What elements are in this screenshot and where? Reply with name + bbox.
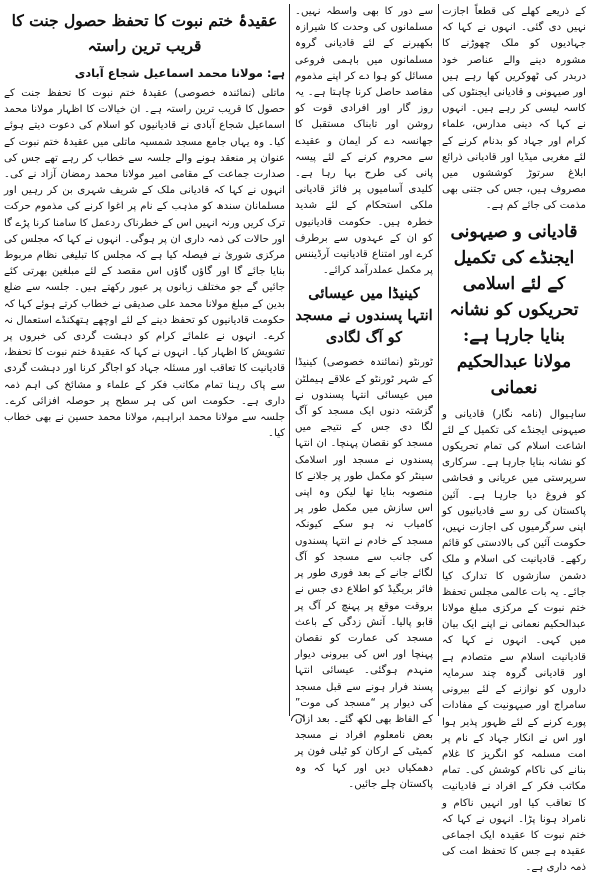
article-continuation-text: سے دور کا بھی واسطہ نہیں۔ مسلمانوں کی وحدت کا شیرازہ بکھیرنے کے لئے قادیانی گروہ مسلمانوں میں باہمی فروعی مسائل کو ہوا دے کر اپنے مذموم مقاصد حاصل کرنا چاہتا ہے۔ یہ روز گار اور افرادی قوت کو روشن اور تابناک مستقبل کا جھانسہ دے کر ایمان و عقیدے سے محروم کرنے کے لئے پیسہ پانی کی طرح بہا رہا ہے۔ کلیدی آسامیوں پر فائز قادیانی ملکی استحکام کے لئے شدید خطرہ ہیں۔ حکومت قادیانیوں کو ان کے عہدوں سے برطرف کرے اور امتناع قادیانیت آرڈیننس پر مکمل عملدرآمد کرائے۔ bbox=[295, 6, 433, 277]
column-divider bbox=[438, 4, 439, 716]
headline-khatm-e-nubuwwat: عقیدۂ ختم نبوت کا تحفظ حصول جنت کا قریب ترین راستہ bbox=[11, 11, 278, 55]
column-divider bbox=[289, 4, 290, 716]
article-body-text: ماتلی (نمائندہ خصوصی) عقیدۂ ختم نبوت کا تحفظ جنت کے حصول کا قریب ترین راستہ ہے۔ ان خیالات کا اظہار مولانا محمد اسماعیل شجاع آبادی نے قادیانیوں کو اسلام کی دعوت دیتے ہوئے کیا۔ وہ یہاں جامع مسجد شمسیہ ماتلی میں عقیدۂ ختم نبوت کے عنوان پر منعقد ہونے والے جلسہ سے خطاب کر رہے تھے جس کی صدارت جماعت کے مقامی امیر مولانا محمد رمضان آزاد نے کی۔ انہوں نے کہا کہ قادیانی ملک کے شریف شہری بن کر رہیں اور مسلمانان سندھ کو مذہب کے نام پر اغوا کرنے کی مذموم حرکت ترک کریں ورنہ انہیں اس کے خطرناک ردعمل کا سامنا کرنا پڑے گا اور حالات کی ذمہ داری ان پر ہوگی۔ انہوں نے کہا کہ مجلس کی مرکزی شوریٰ نے فیصلہ کیا ہے کہ مجلس کا تبلیغی نظام مربوط بنایا جائے گا اور گاؤں گاؤں اس مقصد کے لئے مبلغین بھرتی کئے جائیں گے جو مختلف زبانوں پر عبور رکھتے ہیں۔ جلسہ سے ضلع بدین کے مبلغ مولانا محمد علی صدیقی نے خطاب کرتے ہوئے کہا کہ حکومت قادیانیوں کو تحفظ دینے کے لئے اوچھے ہتھکنڈے استعمال نہ کرے۔ انہوں نے علمائے کرام کو دہشت گردی کی خبروں پر تشویش کا اظہار کیا۔ انہوں نے کہا کہ عقیدۂ ختم نبوت کا تحفظ، قادیانیت کا تعاقب اور مسئلہ جہاد کو اجاگر کرنا اور دہشت گردی سے پاک رہنا تمام مکاتب فکر کے علماء و مشائخ کی اہم ذمہ داری ہے۔ حکومت اس کی ہر سطح پر حوصلہ افزائی کرے۔ جلسہ سے مولانا محمد ابراہیم، مولانا محمد حسین نے بھی خطاب کیا۔ bbox=[4, 88, 285, 440]
headline-canada-mosque-fire: کینیڈا میں عیسائی انتہا پسندوں نے مسجد کو آگ لگادی bbox=[295, 285, 433, 347]
column-middle bbox=[295, 4, 433, 790]
article-continuation-text: کے ذریعے کھلے کی قطعاً اجازت نہیں دی گئی۔ انہوں نے کہا کہ جہادیوں کو ملک چھوڑنے کا مشورہ دینے والے عناصر خود دربدر کی ٹھوکریں کھا رہے ہیں اور صیہونی و قادیانی ایجنٹوں کی کاسہ لیسی کر رہے ہیں۔ انہوں نے کہا کہ دینی مدارس، علماء کرام اور جہاد کو بدنام کرنے کے لئے مغربی میڈیا اور قادیانی ذرائع ابلاغ سرتوڑ کوششوں میں مصروف ہیں، جس کی جتنی بھی مذمت کی جائے کم ہے۔ bbox=[442, 6, 586, 212]
headline-qadiani-zionist-agenda: قادیانی و صیہونی ایجنڈے کی تکمیل کے لئے اسلامی تحریکوں کو نشانہ بنایا جارہا ہے: مولانا عبدالحکیم نعمانی bbox=[449, 221, 579, 398]
headline-byline: ہے: مولانا محمد اسماعیل شجاع آبادی bbox=[74, 66, 285, 80]
article-body-text: ساہیوال (نامہ نگار) قادیانی و صیہونی ایجنڈے کی تکمیل کے لئے اشاعت اسلام کی تمام تحریکوں کو نشانہ بنایا جارہا ہے۔ سرکاری سرپرستی میں عریانی و فحاشی کو فروغ دیا جارہا ہے۔ آئین پاکستان کی رو سے قادیانیوں کو اپنی سرگرمیوں کی اجازت نہیں، حکومت آئین کی بالادستی کو قائم رکھے۔ قادیانیت کی اسلام و ملک دشمن سازشوں کا تدارک کیا جائے۔ یہ بات عالمی مجلس تحفظ ختم نبوت کے مرکزی مبلغ مولانا عبدالحکیم نعمانی نے اپنے ایک بیان میں کہی۔ انہوں نے کہا کہ قادیانیت اسلام سے متصادم ہے اور قادیانی گروہ چند سرمایہ داروں کو نوازنے کے لئے بیرونی سامراج اور صیہونیت کے مفادات پورے کرنے کے لئے ظہور پذیر ہوا اور اس نے انکار جہاد کے نام پر امت مسلمہ کو انگریز کا غلام بنانے کی ناکام کوشش کی۔ تمام مکاتب فکر کے افراد نے قادیانیت کا تعاقب کیا اور انہیں ناکام و نامراد ہونا پڑا۔ انہوں نے کہا کہ ختم نبوت کا عقیدہ ایک اجماعی عقیدہ ہے جس کا تحفظ امت کی ذمہ داری ہے۔ bbox=[442, 408, 586, 874]
column-right bbox=[442, 4, 586, 874]
column-left bbox=[4, 4, 285, 716]
article-body-text: ٹورنٹو (نمائندہ خصوصی) کینیڈا کے شہر ٹورنٹو کے علاقے ہیملٹن میں عیسائی انتہا پسندوں نے گزشتہ دنوں ایک مسجد کو آگ لگا دی جس کے نتیجے میں مسجد کو نقصان پہنچا۔ ان انتہا پسندوں نے مسجد اور اسلامک سینٹر کو مکمل طور پر جلانے کا منصوبہ بنایا تھا لیکن وہ اپنی اس سازش میں مکمل طور پر کامیاب نہ ہو سکے کیونکہ مسجد کے خادم نے انتہا پسندوں کی جانب سے مسجد کو آگ لگائے جانے کے بعد فوری طور پر فائر بریگیڈ کو اطلاع دی جس نے بروقت موقع پر پہنچ کر آگ پر قابو پالیا۔ آتش زدگی کے باعث مسجد کی عمارت کو نقصان پہنچا اور اس کی بیرونی دیوار منہدم ہوگئی۔ عیسائی انتہا پسند فرار ہونے سے قبل مسجد کی دیوار پر “مسجد کی موت” کے الفاظ بھی لکھ گئے۔ بعد ازاں بعض نامعلوم افراد نے مسجد کمیٹی کے ارکان کو ٹیلی فون پر دھمکیاں دیں اور کہا کہ وہ پاکستان چلے جائیں۔ bbox=[295, 357, 433, 790]
page-ornament bbox=[291, 714, 305, 721]
